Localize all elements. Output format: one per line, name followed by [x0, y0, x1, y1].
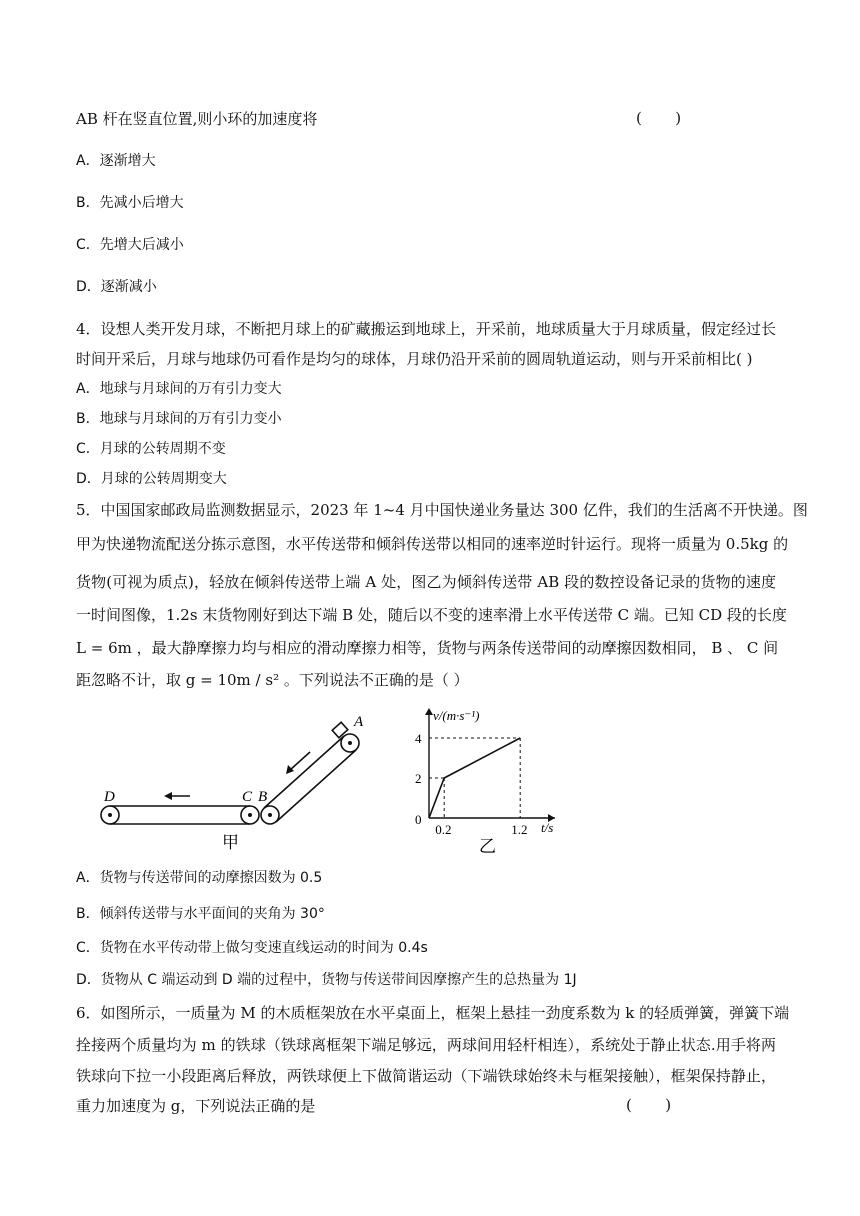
y-tick-label: 4 [415, 731, 422, 746]
q3-option-d: D．逐渐减小 [76, 279, 157, 295]
x-tick-label: 0.2 [435, 822, 452, 837]
figure-yi-vt-graph [405, 700, 565, 860]
label-c: C [242, 789, 253, 805]
q3-option-a: A．逐渐增大 [76, 153, 156, 169]
q3-answer-paren: ( ) [636, 109, 682, 127]
q5-option-c: C．货物在水平传动带上做匀变速直线运动的时间为 0.4s [76, 940, 428, 956]
q6-stem-line4: 重力加速度为 g，下列说法正确的是 [76, 1097, 316, 1115]
label-d: D [104, 789, 115, 805]
q3-stem: AB 杆在竖直位置,则小环的加速度将 [76, 110, 318, 128]
q5-stem-line6: 距忽略不计，取 g = 10m / s² 。下列说法不正确的是（ ） [76, 671, 469, 689]
q5-option-b: B．倾斜传送带与水平面间的夹角为 30° [76, 906, 325, 922]
q6-stem-line2: 拴接两个质量均为 m 的铁球（铁球离框架下端足够远，两球间用轻杆相连），系统处于静止状态.用手将两 [76, 1036, 776, 1054]
q5-stem-line2: 甲为快递物流配送分拣示意图，水平传送带和倾斜传送带以相同的速率逆时针运行。现将一质量为 0.5kg 的 [76, 535, 789, 553]
caption-yi: 乙 [479, 837, 496, 856]
figure-jia-conveyor [90, 700, 390, 860]
label-a: A [354, 714, 364, 730]
q6-answer-paren: ( ) [626, 1096, 672, 1114]
q5-stem-line4: 一时间图像，1.2s 末货物刚好到达下端 B 处，随后以不变的速率滑上水平传送带 C 端。已知 CD 段的长度 [76, 606, 787, 624]
q5-stem-line5: L = 6m ，最大静摩擦力均与相应的滑动摩擦力相等，货物与两条传送带间的动摩擦因数相同， B 、 C 间 [76, 639, 779, 657]
y-axis-label: v/(m·s⁻¹) [433, 708, 480, 723]
q4-option-b: B．地球与月球间的万有引力变小 [76, 411, 282, 427]
q5-option-a: A．货物与传送带间的动摩擦因数为 0.5 [76, 870, 323, 886]
q3-option-c: C．先增大后减小 [76, 237, 184, 253]
caption-jia: 甲 [222, 833, 239, 852]
q4-stem-line1: 4．设想人类开发月球，不断把月球上的矿藏搬运到地球上，开采前，地球质量大于月球质量，假定经过长 [76, 320, 776, 338]
q6-stem-line1: 6．如图所示，一质量为 M 的木质框架放在水平桌面上，框架上悬挂一劲度系数为 k 的轻质弹簧，弹簧下端 [76, 1004, 790, 1022]
q5-option-d: D．货物从 C 端运动到 D 端的过程中，货物与传送带间因摩擦产生的总热量为 1J [76, 972, 577, 988]
label-b: B [258, 789, 268, 805]
q4-stem-line2: 时间开采后，月球与地球仍可看作是均匀的球体，月球仍沿开采前的圆周轨道运动，则与开采前相比( ) [76, 350, 753, 368]
q5-stem-line3: 货物(可视为质点)，轻放在倾斜传送带上端 A 处，图乙为倾斜传送带 AB 段的数控设备记录的货物的速度 [76, 573, 776, 591]
q4-option-c: C．月球的公转周期不变 [76, 441, 226, 457]
q4-option-a: A．地球与月球间的万有引力变大 [76, 381, 282, 397]
q3-option-b: B．先减小后增大 [76, 195, 184, 211]
y-tick-label: 2 [415, 771, 422, 786]
origin-label: 0 [415, 812, 422, 827]
q5-stem-line1: 5．中国国家邮政局监测数据显示，2023 年 1~4 月中国快递业务量达 300 亿件，我们的生活离不开快递。图 [76, 501, 808, 519]
q6-stem-line3: 铁球向下拉一小段距离后释放，两铁球便上下做简谐运动（下端铁球始终未与框架接触），框架保持静止， [76, 1067, 776, 1085]
q4-option-d: D．月球的公转周期变大 [76, 471, 227, 487]
x-axis-label: t/s [541, 820, 554, 835]
x-tick-label: 1.2 [511, 822, 528, 837]
